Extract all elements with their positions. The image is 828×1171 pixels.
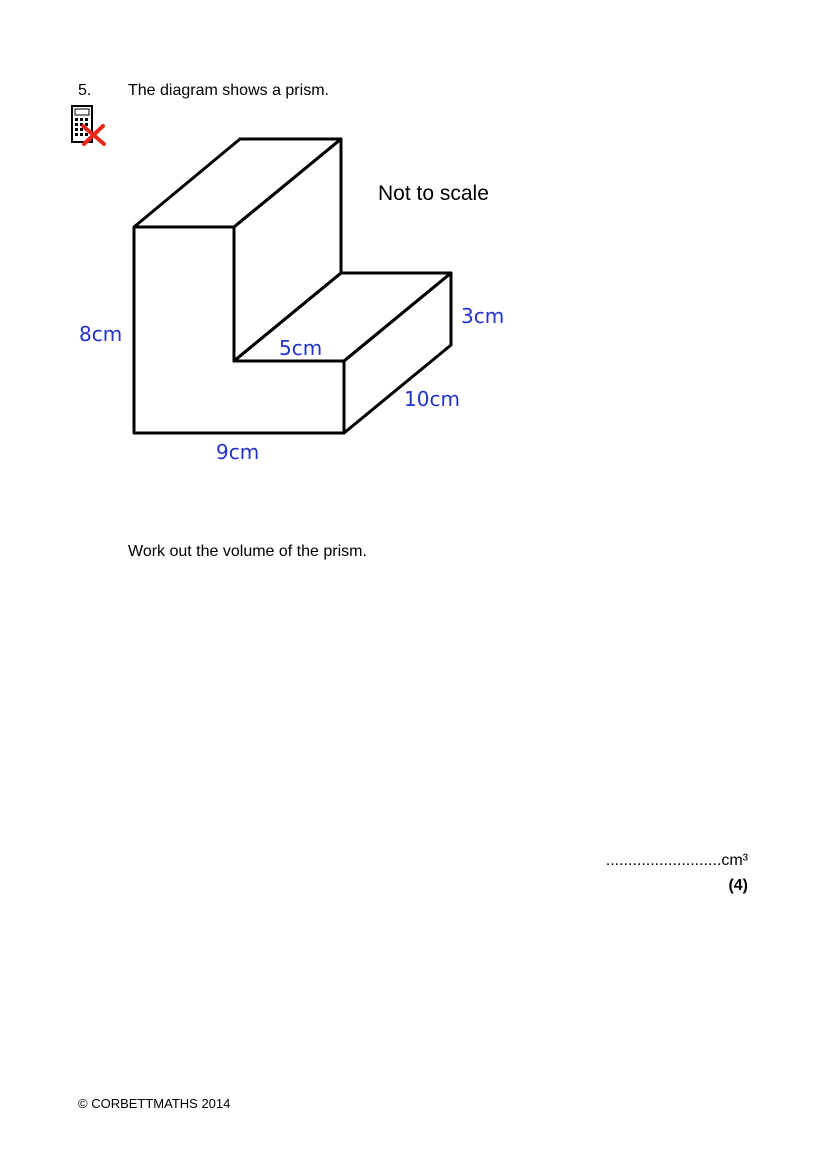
depth-label: 10cm (404, 387, 460, 411)
copyright-footer: © CORBETTMATHS 2014 (78, 1096, 231, 1111)
prism-step-face (234, 273, 451, 361)
answer-dots: .......................... (605, 852, 722, 869)
question-number: 5. (78, 82, 92, 99)
marks-label: (4) (728, 877, 748, 894)
prism-diagram (0, 0, 828, 520)
width-label: 9cm (216, 440, 260, 464)
answer-line[interactable] (606, 852, 748, 870)
question-text: The diagram shows a prism. (128, 82, 329, 99)
step-height-label: 3cm (461, 304, 505, 328)
prism-upper-back-face (234, 139, 341, 361)
instruction-text: Work out the volume of the prism. (128, 543, 367, 560)
prism-top-face (134, 139, 341, 227)
height-label: 8cm (79, 322, 123, 346)
not-to-scale-note: Not to scale (378, 182, 489, 205)
answer-unit: cm³ (721, 852, 748, 869)
inner-depth-label: 5cm (279, 336, 323, 360)
prism-front-face (134, 227, 344, 433)
